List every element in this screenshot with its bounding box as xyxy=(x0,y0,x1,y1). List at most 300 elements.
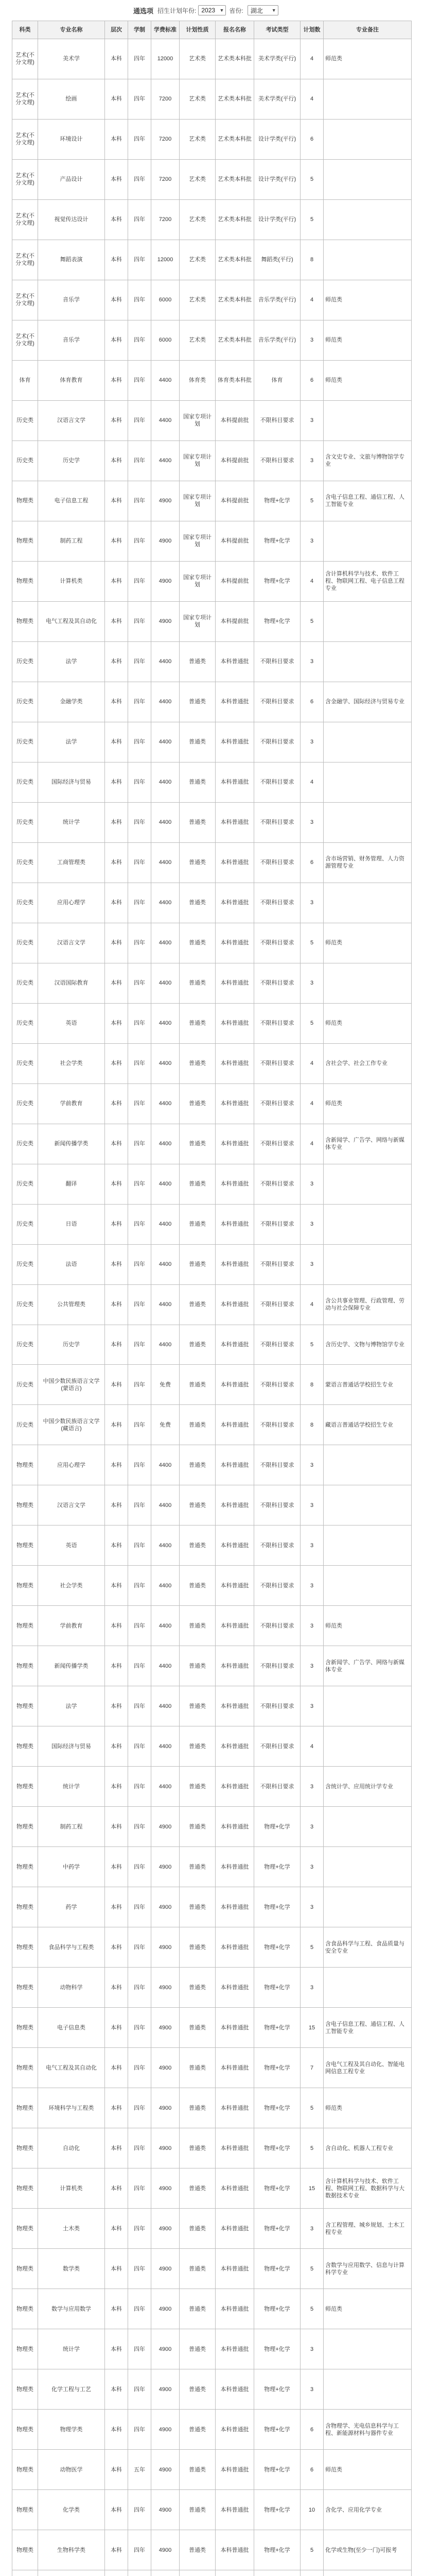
table-cell: 本科普通批 xyxy=(216,1566,254,1606)
table-cell: 国际经济与贸易 xyxy=(38,762,105,802)
table-cell: 3 xyxy=(301,722,324,762)
table-cell: 历史类 xyxy=(12,923,38,963)
table-cell: 4400 xyxy=(151,1244,180,1284)
table-cell: 含计算机科学与技术、软件工程、物联网工程、数据科学与大数据技术专业 xyxy=(324,2168,412,2209)
table-cell: 体育 xyxy=(254,360,301,400)
table-cell: 本科普通批 xyxy=(216,1445,254,1485)
year-label: 招生计划年份: xyxy=(157,7,197,14)
table-cell: 不限科目要求 xyxy=(254,1043,301,1083)
table-cell: 四年 xyxy=(128,1043,151,1083)
table-cell: 不限科目要求 xyxy=(254,1686,301,1726)
table-cell: 艺术类 xyxy=(180,79,216,119)
table-cell: 体育类 xyxy=(180,360,216,400)
table-cell: 5 xyxy=(301,1003,324,1043)
table-cell: 物理学类 xyxy=(38,2410,105,2450)
table-cell xyxy=(324,119,412,159)
col-header: 学费标准 xyxy=(151,21,180,39)
table-cell: 本科 xyxy=(105,481,128,521)
table-cell: 电子信息类 xyxy=(38,2008,105,2048)
table-cell: 4900 xyxy=(151,521,180,561)
table-cell: 含物理学、光电信息科学与工程、新能源材料与器件专业 xyxy=(324,2410,412,2450)
table-cell: 普通类 xyxy=(180,641,216,682)
table-cell: 新闻传播学类 xyxy=(38,1124,105,1164)
table-cell: 历史类 xyxy=(12,1244,38,1284)
table-cell: 免费 xyxy=(151,1365,180,1405)
table-row xyxy=(12,842,412,883)
table-body xyxy=(12,39,412,2576)
table-cell: 本科 xyxy=(105,802,128,842)
table-row xyxy=(12,2410,412,2450)
table-cell: 四年 xyxy=(128,1164,151,1204)
table-cell: 四年 xyxy=(128,1485,151,1526)
table-cell: 艺术(不分文理) xyxy=(12,159,38,199)
table-cell: 6 xyxy=(301,842,324,883)
table-row xyxy=(12,2128,412,2168)
table-cell: 普通类 xyxy=(180,1124,216,1164)
table-cell: 艺术类本科批 xyxy=(216,79,254,119)
table-cell: 物理类 xyxy=(12,1686,38,1726)
table-cell: 四年 xyxy=(128,2128,151,2168)
table-cell: 蒙语言普通话学校招生专业 xyxy=(324,1365,412,1405)
table-cell xyxy=(254,2570,301,2576)
table-cell: 本科 xyxy=(105,1003,128,1043)
table-cell: 普通类 xyxy=(180,1083,216,1124)
table-cell: 不限科目要求 xyxy=(254,1767,301,1807)
table-cell: 本科 xyxy=(105,2209,128,2249)
table-row xyxy=(12,1325,412,1365)
table-cell: 物理类 xyxy=(12,2209,38,2249)
table-cell: 本科普通批 xyxy=(216,1365,254,1405)
table-cell: 4 xyxy=(301,1043,324,1083)
table-cell: 四年 xyxy=(128,641,151,682)
table-cell: 含自动化、机器人工程专业 xyxy=(324,2128,412,2168)
table-cell: 普通类 xyxy=(180,1968,216,2008)
table-cell: 物理类 xyxy=(12,1807,38,1847)
table-cell: 本科普通批 xyxy=(216,1204,254,1244)
table-cell: 不限科目要求 xyxy=(254,802,301,842)
table-cell: 中国少数民族语言文学(藏语言) xyxy=(38,1405,105,1445)
col-header: 层次 xyxy=(105,21,128,39)
table-cell: 4400 xyxy=(151,682,180,722)
table-cell: 4400 xyxy=(151,1284,180,1325)
table-cell: 普通类 xyxy=(180,1606,216,1646)
region-label: 省份: xyxy=(229,7,243,14)
table-cell: 汉语言文学 xyxy=(38,923,105,963)
table-cell: 艺术类 xyxy=(180,199,216,240)
table-cell: 含电子信息工程、通信工程、人工智能专业 xyxy=(324,481,412,521)
table-cell: 四年 xyxy=(128,2289,151,2329)
table-cell: 本科 xyxy=(105,1244,128,1284)
table-cell: 国家专项计划 xyxy=(180,481,216,521)
table-cell: 3 xyxy=(301,1606,324,1646)
table-cell: 师范类 xyxy=(324,2088,412,2128)
table-cell: 不限科目要求 xyxy=(254,1566,301,1606)
table-cell: 本科 xyxy=(105,2048,128,2088)
table-cell: 四年 xyxy=(128,400,151,440)
table-cell: 物理+化学 xyxy=(254,2490,301,2530)
table-cell: 不限科目要求 xyxy=(254,1244,301,1284)
col-header: 报名名称 xyxy=(216,21,254,39)
table-cell: 本科普通批 xyxy=(216,1526,254,1566)
table-cell: 本科普通批 xyxy=(216,1284,254,1325)
col-header: 专业备注 xyxy=(324,21,412,39)
table-cell xyxy=(324,79,412,119)
table-cell: 含历史学、文物与博物馆学专业 xyxy=(324,1325,412,1365)
table-cell: 物理+化学 xyxy=(254,481,301,521)
col-header: 考试类型 xyxy=(254,21,301,39)
table-cell: 普通类 xyxy=(180,1244,216,1284)
table-cell: 物理类 xyxy=(12,2530,38,2570)
table-cell: 四年 xyxy=(128,280,151,320)
table-cell: 本科 xyxy=(105,1365,128,1405)
table-cell xyxy=(324,521,412,561)
table-cell: 历史类 xyxy=(12,440,38,481)
table-row xyxy=(12,280,412,320)
table-cell: 本科 xyxy=(105,440,128,481)
table-cell: 本科 xyxy=(105,1726,128,1767)
table-cell: 本科 xyxy=(105,1767,128,1807)
table-cell: 4 xyxy=(301,39,324,79)
table-cell: 4900 xyxy=(151,2128,180,2168)
table-cell: 15 xyxy=(301,2008,324,2048)
table-cell: 土木类 xyxy=(38,2209,105,2249)
table-cell: 10 xyxy=(301,2490,324,2530)
table-cell: 4900 xyxy=(151,601,180,641)
table-cell: 4900 xyxy=(151,1968,180,2008)
table-cell: 5 xyxy=(301,2289,324,2329)
table-cell: 设计学类(平行) xyxy=(254,159,301,199)
table-cell: 6 xyxy=(301,119,324,159)
table-cell: 电气工程及其自动化 xyxy=(38,601,105,641)
table-cell: 音乐学 xyxy=(38,320,105,360)
table-cell: 日语 xyxy=(38,1204,105,1244)
table-cell: 四年 xyxy=(128,1927,151,1968)
table-cell: 设计学类(平行) xyxy=(254,199,301,240)
table-cell: 物理类 xyxy=(12,2088,38,2128)
table-cell: 本科 xyxy=(105,1968,128,2008)
table-cell: 普通类 xyxy=(180,1043,216,1083)
table-cell: 四年 xyxy=(128,2329,151,2369)
table-cell: 物理+化学 xyxy=(254,2168,301,2209)
table-cell: 艺术类本科批 xyxy=(216,39,254,79)
table-cell: 四年 xyxy=(128,2088,151,2128)
table-cell: 物理类 xyxy=(12,1968,38,2008)
table-cell: 四年 xyxy=(128,240,151,280)
table-cell: 本科普通批 xyxy=(216,1003,254,1043)
table-cell: 4400 xyxy=(151,1204,180,1244)
table-cell: 翻译 xyxy=(38,1164,105,1204)
table-cell: 4400 xyxy=(151,762,180,802)
table-cell: 4400 xyxy=(151,1767,180,1807)
table-cell: 普通类 xyxy=(180,2530,216,2570)
table-cell: 普通类 xyxy=(180,923,216,963)
table-cell: 本科普通批 xyxy=(216,2128,254,2168)
table-cell: 4 xyxy=(301,280,324,320)
page xyxy=(12,0,411,2576)
table-cell xyxy=(324,199,412,240)
table-cell: 法学 xyxy=(38,722,105,762)
table-cell: 4900 xyxy=(151,2410,180,2450)
table-cell: 4900 xyxy=(151,2329,180,2369)
table-cell: 本科 xyxy=(105,2450,128,2490)
table-cell: 本科普通批 xyxy=(216,1807,254,1847)
table-cell: 本科 xyxy=(105,1566,128,1606)
table-cell: 艺术类本科批 xyxy=(216,119,254,159)
table-cell: 四年 xyxy=(128,1968,151,2008)
table-cell: 物理类 xyxy=(12,2008,38,2048)
year-select[interactable] xyxy=(198,5,226,15)
table-cell: 本科 xyxy=(105,2410,128,2450)
table-cell xyxy=(324,1807,412,1847)
table-cell: 藏语言普通话学校招生专业 xyxy=(324,1405,412,1445)
table-cell xyxy=(324,1887,412,1927)
table-cell: 音乐学 xyxy=(38,280,105,320)
table-cell: 本科普通批 xyxy=(216,722,254,762)
table-cell: 历史类 xyxy=(12,1365,38,1405)
table-cell: 本科 xyxy=(105,79,128,119)
table-cell: 四年 xyxy=(128,1124,151,1164)
table-cell: 四年 xyxy=(128,199,151,240)
table-cell xyxy=(324,641,412,682)
table-cell xyxy=(151,2570,180,2576)
table-cell: 不限科目要求 xyxy=(254,400,301,440)
table-cell: 4400 xyxy=(151,1646,180,1686)
table-cell: 6 xyxy=(301,682,324,722)
filter-bar xyxy=(12,0,411,21)
table-cell: 5 xyxy=(301,199,324,240)
table-row xyxy=(12,360,412,400)
table-cell: 本科普通批 xyxy=(216,1646,254,1686)
table-cell: 7 xyxy=(301,2048,324,2088)
table-cell: 四年 xyxy=(128,2410,151,2450)
table-cell: 艺术类 xyxy=(180,119,216,159)
table-cell: 艺术(不分文理) xyxy=(12,320,38,360)
table-row xyxy=(12,1043,412,1083)
region-select[interactable] xyxy=(248,5,278,15)
table-cell: 普通类 xyxy=(180,1485,216,1526)
table-cell: 3 xyxy=(301,1526,324,1566)
table-cell: 英语 xyxy=(38,1003,105,1043)
table-cell: 4900 xyxy=(151,481,180,521)
table-cell: 本科普通批 xyxy=(216,1726,254,1767)
table-cell: 3 xyxy=(301,1204,324,1244)
table-cell: 艺术类 xyxy=(180,320,216,360)
table-cell: 物理类 xyxy=(12,561,38,601)
table-cell xyxy=(216,2570,254,2576)
table-cell: 法语 xyxy=(38,1244,105,1284)
table-cell: 四年 xyxy=(128,883,151,923)
table-cell: 4400 xyxy=(151,1726,180,1767)
table-cell: 物理类 xyxy=(12,2289,38,2329)
table-cell: 5 xyxy=(301,159,324,199)
table-cell: 3 xyxy=(301,2329,324,2369)
table-cell: 师范类 xyxy=(324,2450,412,2490)
table-cell: 普通类 xyxy=(180,802,216,842)
table-cell xyxy=(324,802,412,842)
table-cell: 普通类 xyxy=(180,2048,216,2088)
table-cell: 含计算机科学与技术、软件工程、物联网工程、电子信息工程专业 xyxy=(324,561,412,601)
table-cell xyxy=(324,1566,412,1606)
table-cell: 本科普通批 xyxy=(216,1124,254,1164)
table-cell: 师范类 xyxy=(324,2289,412,2329)
table-cell: 本科 xyxy=(105,842,128,883)
table-cell xyxy=(324,1526,412,1566)
table-cell xyxy=(324,1204,412,1244)
table-cell: 普通类 xyxy=(180,1726,216,1767)
table-cell: 4900 xyxy=(151,1927,180,1968)
table-cell: 3 xyxy=(301,963,324,1003)
col-header: 计划性质 xyxy=(180,21,216,39)
table-cell: 4 xyxy=(301,79,324,119)
enrollment-plan-table xyxy=(12,21,412,2576)
table-cell: 本科 xyxy=(105,2249,128,2289)
table-cell: 普通类 xyxy=(180,2450,216,2490)
table-row xyxy=(12,1646,412,1686)
table-cell: 历史类 xyxy=(12,963,38,1003)
table-cell: 本科普通批 xyxy=(216,641,254,682)
table-cell: 4900 xyxy=(151,561,180,601)
table-cell: 普通类 xyxy=(180,1807,216,1847)
table-cell: 本科普通批 xyxy=(216,802,254,842)
table-cell: 物理类 xyxy=(12,1887,38,1927)
table-cell: 金融学类 xyxy=(38,682,105,722)
table-cell: 4400 xyxy=(151,883,180,923)
table-cell: 含社会学、社会工作专业 xyxy=(324,1043,412,1083)
table-row xyxy=(12,1244,412,1284)
table-row xyxy=(12,1124,412,1164)
table-row xyxy=(12,1968,412,2008)
table-cell: 本科普通批 xyxy=(216,682,254,722)
table-cell: 美术学 xyxy=(38,39,105,79)
table-cell: 3 xyxy=(301,400,324,440)
col-header: 科类 xyxy=(12,21,38,39)
table-cell: 不限科目要求 xyxy=(254,1526,301,1566)
table-cell: 本科普通批 xyxy=(216,1405,254,1445)
table-cell: 不限科目要求 xyxy=(254,1726,301,1767)
table-cell: 艺术类 xyxy=(180,240,216,280)
table-row xyxy=(12,1847,412,1887)
table-cell: 3 xyxy=(301,1847,324,1887)
table-cell: 动物科学 xyxy=(38,1968,105,2008)
table-cell: 含电子信息工程、通信工程、人工智能专业 xyxy=(324,2008,412,2048)
table-cell: 3 xyxy=(301,883,324,923)
table-cell: 免费 xyxy=(151,1405,180,1445)
table-cell: 四年 xyxy=(128,2530,151,2570)
table-cell: 物理+化学 xyxy=(254,521,301,561)
table-row xyxy=(12,1485,412,1526)
table-cell xyxy=(324,1726,412,1767)
table-cell xyxy=(324,400,412,440)
table-cell: 师范类 xyxy=(324,360,412,400)
table-cell: 8 xyxy=(301,240,324,280)
table-cell xyxy=(324,1244,412,1284)
table-cell: 本科 xyxy=(105,1284,128,1325)
table-cell: 四年 xyxy=(128,159,151,199)
table-cell: 体育类本科批 xyxy=(216,360,254,400)
table-cell: 含新闻学、广告学、网络与新媒体专业 xyxy=(324,1124,412,1164)
table-cell: 不限科目要求 xyxy=(254,1124,301,1164)
table-cell: 物理+化学 xyxy=(254,2329,301,2369)
table-cell: 本科普通批 xyxy=(216,1083,254,1124)
table-cell: 普通类 xyxy=(180,883,216,923)
table-cell: 本科普通批 xyxy=(216,2329,254,2369)
table-cell: 四年 xyxy=(128,1566,151,1606)
table-row xyxy=(12,1405,412,1445)
table-cell: 3 xyxy=(301,1968,324,2008)
table-cell: 本科普通批 xyxy=(216,2048,254,2088)
table-row xyxy=(12,39,412,79)
table-cell: 不限科目要求 xyxy=(254,963,301,1003)
table-cell: 四年 xyxy=(128,1887,151,1927)
table-cell: 本科普通批 xyxy=(216,1927,254,1968)
table-cell: 国家专项计划 xyxy=(180,400,216,440)
table-cell: 师范类 xyxy=(324,320,412,360)
table-cell: 本科提前批 xyxy=(216,601,254,641)
table-cell: 本科普通批 xyxy=(216,1244,254,1284)
table-cell: 普通类 xyxy=(180,2128,216,2168)
table-row xyxy=(12,601,412,641)
table-cell: 含化学、应用化学专业 xyxy=(324,2490,412,2530)
table-cell: 普通类 xyxy=(180,2490,216,2530)
table-cell: 6000 xyxy=(151,280,180,320)
table-cell: 本科 xyxy=(105,2289,128,2329)
table-cell: 艺术类 xyxy=(180,39,216,79)
table-cell: 普通类 xyxy=(180,682,216,722)
table-cell: 普通类 xyxy=(180,2289,216,2329)
table-cell: 四年 xyxy=(128,79,151,119)
table-row xyxy=(12,1003,412,1043)
table-cell xyxy=(38,2570,105,2576)
table-cell: 3 xyxy=(301,641,324,682)
table-cell: 本科 xyxy=(105,561,128,601)
table-row xyxy=(12,2088,412,2128)
table-cell: 电子信息工程 xyxy=(38,481,105,521)
table-cell: 历史类 xyxy=(12,802,38,842)
table-cell: 体育 xyxy=(12,360,38,400)
table-cell: 本科普通批 xyxy=(216,2209,254,2249)
table-cell: 物理类 xyxy=(12,1847,38,1887)
table-cell: 历史类 xyxy=(12,1204,38,1244)
table-cell: 四年 xyxy=(128,682,151,722)
table-cell: 四年 xyxy=(128,481,151,521)
table-cell: 4400 xyxy=(151,963,180,1003)
table-cell: 普通类 xyxy=(180,1365,216,1405)
table-row xyxy=(12,1164,412,1204)
table-cell: 本科普通批 xyxy=(216,1606,254,1646)
table-cell: 3 xyxy=(301,802,324,842)
table-cell: 普通类 xyxy=(180,842,216,883)
table-cell: 5 xyxy=(301,923,324,963)
table-cell: 四年 xyxy=(128,2008,151,2048)
table-cell: 汉语言文学 xyxy=(38,400,105,440)
table-cell: 本科 xyxy=(105,762,128,802)
table-cell xyxy=(324,601,412,641)
table-cell: 舞蹈类(平行) xyxy=(254,240,301,280)
table-cell: 历史类 xyxy=(12,762,38,802)
table-cell: 本科 xyxy=(105,923,128,963)
table-cell xyxy=(180,2570,216,2576)
table-cell: 物理+化学 xyxy=(254,2369,301,2410)
table-cell: 不限科目要求 xyxy=(254,1365,301,1405)
table-cell: 4400 xyxy=(151,440,180,481)
table-cell: 4900 xyxy=(151,2369,180,2410)
table-cell: 本科 xyxy=(105,1124,128,1164)
table-cell: 不限科目要求 xyxy=(254,1204,301,1244)
table-cell: 艺术类本科批 xyxy=(216,240,254,280)
table-cell: 历史类 xyxy=(12,400,38,440)
table-cell: 本科普通批 xyxy=(216,1164,254,1204)
table-cell: 4400 xyxy=(151,1686,180,1726)
